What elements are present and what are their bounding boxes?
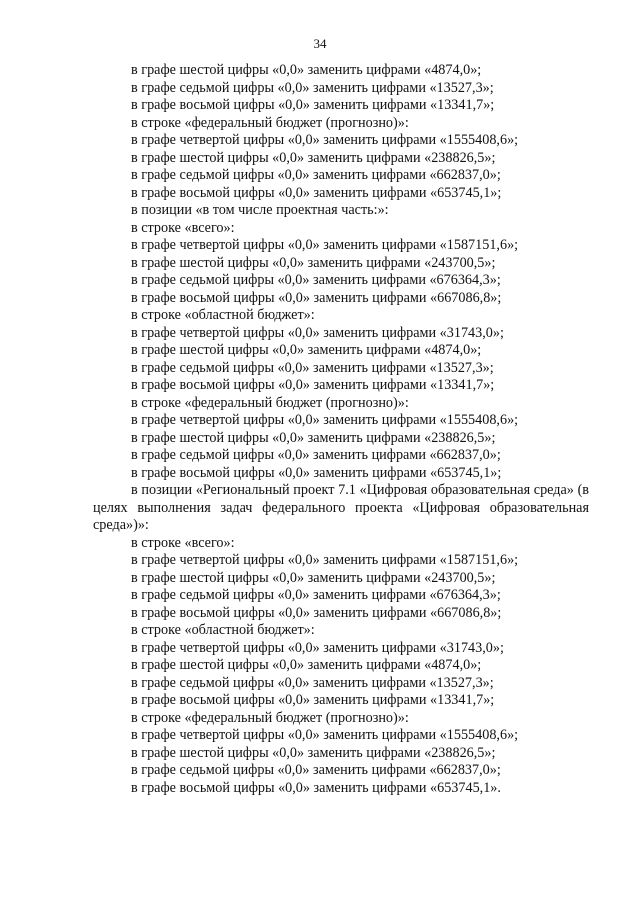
amendment-list-a — [93, 62, 589, 482]
amendment-line: в графе седьмой цифры «0,0» заменить цифрами «676364,3»; — [131, 272, 501, 288]
amendment-line: в графе восьмой цифры «0,0» заменить цифрами «13341,7»; — [131, 377, 495, 393]
amendment-line: в графе восьмой цифры «0,0» заменить цифрами «13341,7»; — [131, 97, 495, 113]
amendment-line: в графе четвертой цифры «0,0» заменить цифрами «31743,0»; — [131, 639, 504, 656]
amendment-line: в графе седьмой цифры «0,0» заменить цифрами «13527,3»; — [131, 359, 494, 376]
amendment-line: в графе шестой цифры «0,0» заменить цифрами «4874,0»; — [131, 62, 482, 78]
amendment-line: в графе шестой цифры «0,0» заменить цифрами «243700,5»; — [131, 569, 496, 586]
amendment-line: в графе шестой цифры «0,0» заменить цифрами «4874,0»; — [131, 657, 482, 673]
position-paragraph: в позиции «Региональный проект 7.1 «Цифровая образовательная среда» (в целях выполнения задач федерального проекта «Цифровая образовательная среда»)»: — [93, 482, 589, 533]
amendment-line: в строке «федеральный бюджет (прогнозно)»: — [131, 394, 409, 411]
amendment-line: в графе шестой цифры «0,0» заменить цифрами «238826,5»; — [131, 149, 496, 166]
amendment-list-b — [93, 535, 589, 798]
amendment-line: в строке «федеральный бюджет (прогнозно)»: — [131, 114, 409, 131]
amendment-line: в строке «областной бюджет»: — [131, 307, 315, 323]
amendment-line: в графе восьмой цифры «0,0» заменить цифрами «653745,1»; — [131, 184, 502, 201]
amendment-line: в графе восьмой цифры «0,0» заменить цифрами «13341,7»; — [131, 692, 495, 708]
amendment-line: в графе четвертой цифры «0,0» заменить цифрами «1555408,6»; — [131, 727, 519, 743]
amendment-line: в позиции «в том числе проектная часть:»: — [131, 202, 389, 218]
amendment-line: в графе четвертой цифры «0,0» заменить цифрами «1555408,6»; — [131, 132, 519, 148]
amendment-line: в строке «всего»: — [131, 219, 235, 236]
page-number: 34 — [313, 36, 327, 51]
amendment-line: в графе восьмой цифры «0,0» заменить цифрами «667086,8»; — [131, 604, 502, 621]
amendment-line: в графе четвертой цифры «0,0» заменить цифрами «1587151,6»; — [131, 552, 519, 568]
amendment-line: в графе четвертой цифры «0,0» заменить цифрами «31743,0»; — [131, 324, 504, 341]
amendment-line: в графе седьмой цифры «0,0» заменить цифрами «662837,0»; — [131, 447, 501, 463]
amendment-line: в графе седьмой цифры «0,0» заменить цифрами «13527,3»; — [131, 674, 494, 691]
amendment-line: в графе седьмой цифры «0,0» заменить цифрами «662837,0»; — [131, 762, 501, 778]
amendment-line: в графе шестой цифры «0,0» заменить цифрами «238826,5»; — [131, 744, 496, 761]
amendment-line: в графе шестой цифры «0,0» заменить цифрами «243700,5»; — [131, 254, 496, 271]
document-body — [93, 62, 589, 797]
amendment-line: в графе восьмой цифры «0,0» заменить цифрами «653745,1». — [131, 779, 501, 796]
amendment-line: в графе восьмой цифры «0,0» заменить цифрами «667086,8»; — [131, 289, 502, 306]
amendment-line: в графе восьмой цифры «0,0» заменить цифрами «653745,1»; — [131, 464, 502, 481]
amendment-line: в строке «всего»: — [131, 534, 235, 551]
amendment-line: в графе шестой цифры «0,0» заменить цифрами «238826,5»; — [131, 429, 496, 446]
amendment-line: в графе четвертой цифры «0,0» заменить цифрами «1555408,6»; — [131, 412, 519, 428]
amendment-line: в графе шестой цифры «0,0» заменить цифрами «4874,0»; — [131, 342, 482, 358]
amendment-line: в графе седьмой цифры «0,0» заменить цифрами «662837,0»; — [131, 167, 501, 183]
amendment-line: в графе седьмой цифры «0,0» заменить цифрами «676364,3»; — [131, 587, 501, 603]
amendment-line: в графе седьмой цифры «0,0» заменить цифрами «13527,3»; — [131, 79, 494, 96]
amendment-line: в строке «областной бюджет»: — [131, 622, 315, 638]
amendment-line: в строке «федеральный бюджет (прогнозно)»: — [131, 709, 409, 726]
amendment-line: в графе четвертой цифры «0,0» заменить цифрами «1587151,6»; — [131, 237, 519, 253]
